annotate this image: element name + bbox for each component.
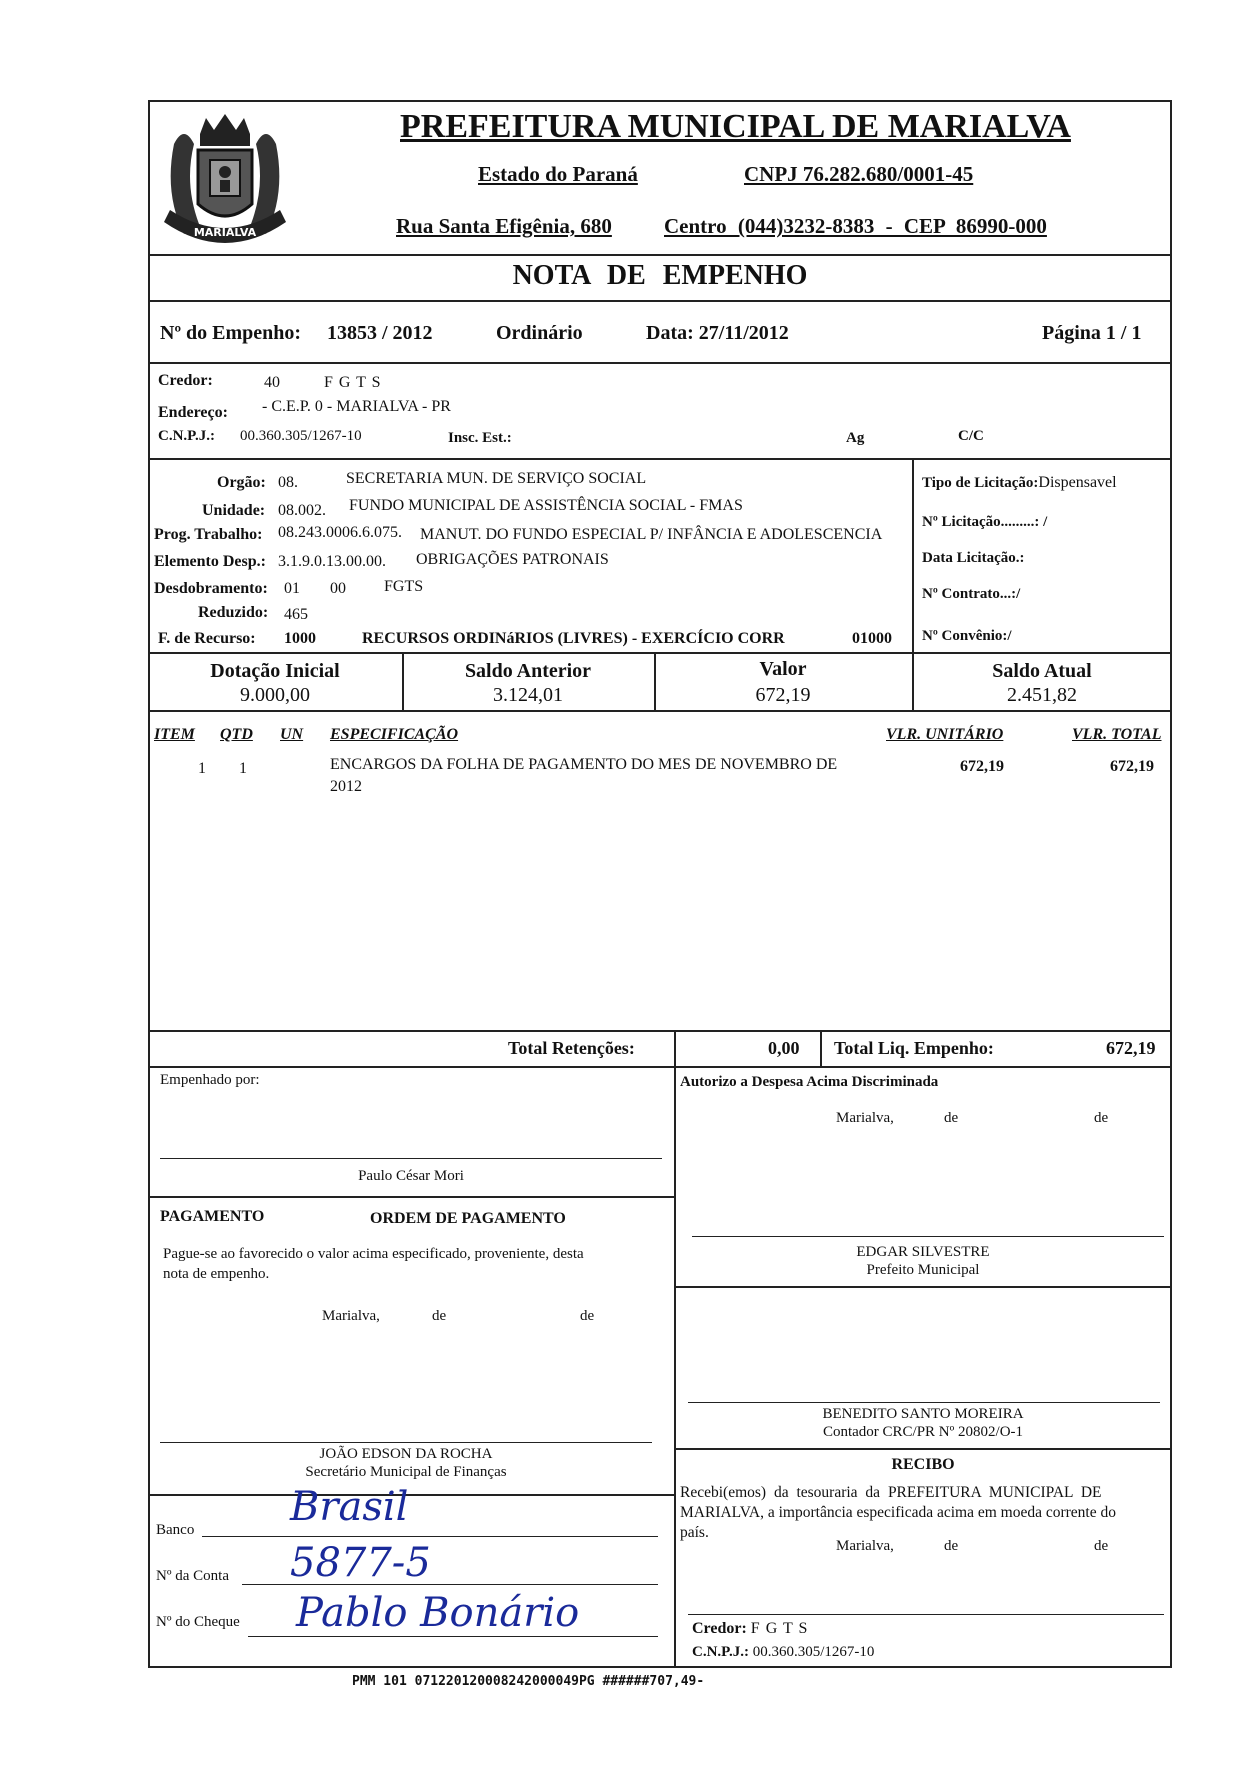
contador-name: BENEDITO SANTO MOREIRA <box>822 1406 1024 1422</box>
recurso-desc: RECURSOS ORDINáRIOS (LIVRES) - EXERCÍCIO CORR <box>362 630 785 647</box>
recibo-de1: de <box>944 1538 959 1554</box>
footer-stamp: PMM 101 071220120008242000049PG ######707,49- <box>352 1674 705 1689</box>
tipo-licitacao-value: Dispensavel <box>1038 474 1117 491</box>
contador-role: Contador CRC/PR Nº 20802/O-1 <box>822 1424 1024 1440</box>
saldo-anterior-value: 3.124,01 <box>493 684 563 706</box>
empenho-type: Ordinário <box>496 322 583 344</box>
numero-contrato: Nº Contrato...:/ <box>922 586 1021 602</box>
recibo-credor-value: F G T S <box>750 1620 809 1637</box>
recibo-city: Marialva, <box>836 1538 894 1554</box>
pagamento-text-line1: Pague-se ao favorecido o valor acima especificado, proveniente, desta <box>163 1246 584 1262</box>
empenho-number: 13853 / 2012 <box>327 322 433 344</box>
recibo-credor-label: Credor: F G T S <box>692 1620 809 1637</box>
secretario-name: JOÃO EDSON DA ROCHA <box>319 1446 493 1462</box>
pagamento-de1: de <box>432 1308 447 1324</box>
endereco-label: Endereço: <box>158 404 228 421</box>
numero-convenio: Nº Convênio:/ <box>922 628 1012 644</box>
recibo-title: RECIBO <box>891 1456 955 1473</box>
item-vlr-unit: 672,19 <box>960 758 1004 775</box>
address-label: Rua Santa Efigênia, 680 <box>396 214 612 238</box>
credor-code: 40 <box>264 374 280 391</box>
empenhado-name: Paulo César Mori <box>358 1168 464 1184</box>
valor-label: Valor <box>759 658 807 680</box>
prefeito-role: Prefeito Municipal <box>866 1262 980 1278</box>
cnpj-credor-value: 00.360.305/1267-10 <box>240 428 362 444</box>
total-retencoes-label: Total Retenções: <box>508 1038 635 1058</box>
conta-signature: 5877-5 <box>290 1540 431 1586</box>
pagamento-city: Marialva, <box>322 1308 380 1324</box>
banco-label: Banco <box>156 1522 195 1538</box>
recurso-code: 1000 <box>284 630 316 647</box>
saldo-anterior-label: Saldo Anterior <box>464 660 592 682</box>
prog-desc: MANUT. DO FUNDO ESPECIAL P/ INFÂNCIA E ADOLESCENCIA <box>420 526 883 543</box>
col-vlr-unit-header: VLR. UNITÁRIO <box>886 726 1004 743</box>
item-espec-line1: ENCARGOS DA FOLHA DE PAGAMENTO DO MES DE NOVEMBRO DE <box>330 756 838 773</box>
address-contact-label: Centro (044)3232-8383 - CEP 86990-000 <box>664 214 1047 238</box>
recibo-cnpj-label: C.N.P.J.: 00.360.305/1267-10 <box>692 1644 875 1660</box>
credor-label: Credor: <box>158 372 213 389</box>
empenho-label: Nº do Empenho: <box>160 322 302 344</box>
cheque-label: Nº do Cheque <box>156 1614 240 1630</box>
endereco-value: - C.E.P. 0 - MARIALVA - PR <box>262 398 451 415</box>
saldo-atual-label: Saldo Atual <box>992 660 1092 682</box>
secretario-role: Secretário Municipal de Finanças <box>305 1464 507 1480</box>
reduzido-label: Reduzido: <box>198 604 269 621</box>
ag-label: Ag <box>846 430 865 446</box>
unidade-desc: FUNDO MUNICIPAL DE ASSISTÊNCIA SOCIAL - FMAS <box>349 497 743 514</box>
insc-est-label: Insc. Est.: <box>448 430 512 446</box>
unidade-label: Unidade: <box>202 502 266 519</box>
doc-title: NOTA DE EMPENHO <box>512 260 808 291</box>
pagamento-label: PAGAMENTO <box>160 1208 265 1225</box>
total-liq-value: 672,19 <box>1106 1038 1156 1058</box>
col-item-header: ITEM <box>154 726 195 743</box>
prog-label: Prog. Trabalho: <box>154 526 263 543</box>
data-licitacao: Data Licitação.: <box>922 550 1025 566</box>
reduzido-value: 465 <box>284 606 308 623</box>
prefeito-name: EDGAR SILVESTRE <box>856 1244 990 1260</box>
desdobramento-code2: 00 <box>330 580 346 597</box>
prog-code: 08.243.0006.6.075. <box>278 524 402 541</box>
recibo-text-line3: país. <box>680 1524 709 1541</box>
recibo-de2: de <box>1094 1538 1109 1554</box>
conta-label: Nº da Conta <box>156 1568 229 1584</box>
valor-value: 672,19 <box>755 684 811 706</box>
dotacao-inicial-label: Dotação Inicial <box>210 660 340 682</box>
desdobramento-desc: FGTS <box>384 578 424 595</box>
pagamento-text-line2: nota de empenho. <box>163 1266 270 1282</box>
banco-signature: Brasil <box>290 1484 409 1530</box>
elemento-code: 3.1.9.0.13.00.00. <box>278 553 386 570</box>
cnpj-label: CNPJ 76.282.680/0001-45 <box>744 162 974 186</box>
autorizo-de2: de <box>1094 1110 1109 1126</box>
ordem-pagamento-label: ORDEM DE PAGAMENTO <box>370 1210 566 1227</box>
recibo-cnpj-value: 00.360.305/1267-10 <box>752 1644 875 1660</box>
autorizo-label: Autorizo a Despesa Acima Discriminada <box>680 1074 939 1090</box>
item-vlr-total: 672,19 <box>1110 758 1154 775</box>
credor-name: F G T S <box>324 374 382 391</box>
state-label: Estado do Paraná <box>478 162 638 186</box>
item-qtd: 1 <box>239 760 247 777</box>
item-number: 1 <box>198 760 206 777</box>
cc-label: C/C <box>958 428 984 444</box>
page-number: Página 1 / 1 <box>1042 322 1142 344</box>
saldo-atual-value: 2.451,82 <box>1007 684 1077 706</box>
recibo-text-line2: MARIALVA, a importância especificada acima em moeda corrente do <box>680 1504 1116 1521</box>
recurso-num: 01000 <box>852 630 892 647</box>
tipo-licitacao-label: Tipo de Licitação:Dispensavel <box>922 474 1117 491</box>
pagamento-de2: de <box>580 1308 595 1324</box>
col-espec-header: ESPECIFICAÇÃO <box>330 726 459 743</box>
cheque-signature: Pablo Bonário <box>296 1590 580 1636</box>
recurso-label: F. de Recurso: <box>158 630 256 647</box>
col-vlr-total-header: VLR. TOTAL <box>1072 726 1162 743</box>
unidade-code: 08.002. <box>278 502 326 519</box>
autorizo-city: Marialva, <box>836 1110 894 1126</box>
orgao-code: 08. <box>278 474 298 491</box>
autorizo-de1: de <box>944 1110 959 1126</box>
elemento-label: Elemento Desp.: <box>154 553 266 570</box>
total-retencoes-value: 0,00 <box>768 1038 800 1058</box>
desdobramento-label: Desdobramento: <box>154 580 268 597</box>
orgao-label: Orgão: <box>217 474 266 491</box>
empenho-date: Data: 27/11/2012 <box>646 322 789 344</box>
empenhado-label: Empenhado por: <box>160 1072 260 1088</box>
seal-text: MARIALVA <box>193 226 257 239</box>
page-title: PREFEITURA MUNICIPAL DE MARIALVA <box>400 108 1071 145</box>
elemento-desc: OBRIGAÇÕES PATRONAIS <box>416 551 609 568</box>
numero-licitacao: Nº Licitação.........: / <box>922 514 1048 530</box>
dotacao-inicial-value: 9.000,00 <box>240 684 310 706</box>
desdobramento-code1: 01 <box>284 580 300 597</box>
orgao-desc: SECRETARIA MUN. DE SERVIÇO SOCIAL <box>346 470 647 487</box>
total-liq-label: Total Liq. Empenho: <box>834 1038 994 1058</box>
col-un-header: UN <box>280 726 304 743</box>
coat-of-arms-icon <box>154 104 296 258</box>
cnpj-credor-label: C.N.P.J.: <box>158 428 215 444</box>
recibo-text-line1: Recebi(emos) da tesouraria da PREFEITURA MUNICIPAL DE <box>680 1484 1102 1501</box>
item-espec-line2: 2012 <box>330 778 362 795</box>
col-qtd-header: QTD <box>220 726 253 743</box>
